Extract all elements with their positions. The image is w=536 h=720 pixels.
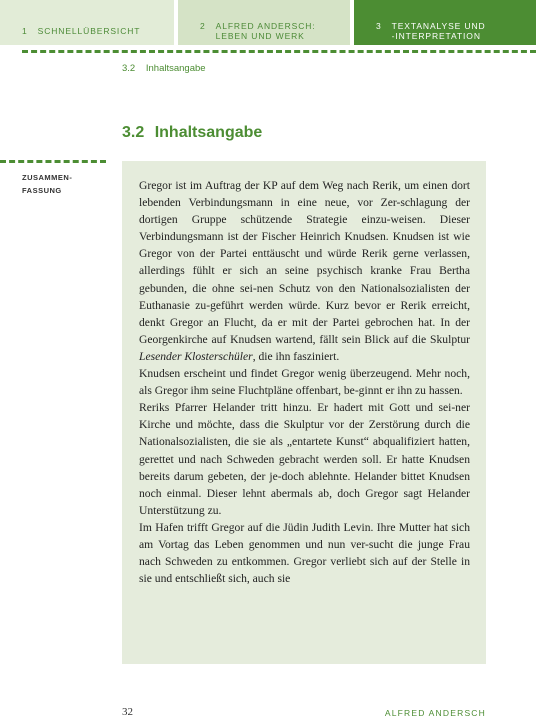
tab-number: 1	[22, 26, 28, 36]
section-title: Inhaltsangabe	[154, 124, 263, 141]
tab-label-line2: -INTERPRETATION	[391, 31, 481, 41]
margin-note-line2: FASSUNG	[22, 186, 62, 195]
tab-number: 3	[376, 21, 382, 31]
tab-label	[216, 21, 316, 41]
tab-label	[392, 21, 486, 41]
tab-label-line1: TEXTANALYSE UND	[391, 21, 486, 31]
breadcrumb-label: Inhaltsangabe	[145, 63, 206, 74]
section-number: 3.2	[122, 124, 145, 141]
paragraph-4: Im Hafen trifft Gregor auf die Jüdin Judith Levin. Ihre Mutter hat sich am Vortag das Leben genommen und nun ver-sucht die junge Frau nach Schweden zu entkommen. Gregor verliebt sich auf der Stelle in sie und entschließt sich, auch sie	[139, 520, 470, 586]
running-footer-author: ALFRED ANDERSCH	[384, 708, 486, 718]
breadcrumb	[122, 63, 206, 74]
breadcrumb-number: 3.2	[122, 63, 136, 74]
tab-label-line1: ALFRED ANDERSCH:	[215, 21, 316, 31]
header-divider	[22, 50, 536, 53]
tab-number: 2	[200, 21, 206, 31]
tab-label-line2: LEBEN UND WERK	[215, 31, 305, 41]
paragraph-3: Reriks Pfarrer Helander tritt hinzu. Er hadert mit Gott und sei-ner Kirche und möchte, dass die Skulptur vor der Zerstörung durch die Nationalsozialisten, die sie als „entartete Kunst“ abqualifiziert hatten, gerettet und nach Schweden gebracht werden soll. Er hatte Knudsen bereits darum gebeten, der je-doch ablehnte. Helander bittet Knudsen noch einmal. Dieser lehnt abermals ab, doch Gregor sagt Helander Unterstützung zu.	[139, 401, 470, 517]
paragraph-1-text: Gregor ist im Auftrag der KP auf dem Weg nach Rerik, um einen dort lebenden Verbindungsmann in eine neue, vor Zer-schlagung der dortigen Gruppe schützende Strategie einzu-weisen. Dieser Verbindungsmann ist der Fischer Heinrich Knudsen. Knudsen ist wie Gregor von der Partei enttäuscht und würde Rerik gerne verlassen, allerdings fühlt er sich an seine psychisch kranke Frau Bertha gebunden, die ohne sei-nen Schutz von den Nationalsozialisten der Euthanasie zu-geführt werden würde. Kurz bevor er Rerik erreicht, denkt Gregor an Flucht, da er mit der Partei gebrochen hat. In der Georgenkirche auf Knudsen wartend, fällt sein Blick auf die Skulptur	[139, 179, 470, 346]
summary-box	[122, 161, 486, 664]
tab-schnelluebersicht[interactable]	[0, 0, 174, 45]
page-number: 32	[122, 706, 133, 718]
paragraph-1-end: , die ihn fasziniert.	[252, 349, 340, 363]
tab-label: SCHNELLÜBERSICHT	[37, 26, 141, 36]
chapter-tabs	[0, 0, 536, 45]
tab-textanalyse[interactable]	[352, 0, 536, 45]
paragraph-2: Knudsen erscheint und findet Gregor wenig überzeugend. Mehr noch, als Gregor ihm seine Fluchtpläne offenbart, be-ginnt er ihn zu hassen.	[139, 367, 470, 398]
margin-divider	[0, 160, 106, 163]
tab-leben-und-werk[interactable]	[176, 0, 350, 45]
page-title	[122, 124, 262, 142]
paragraph-1	[139, 177, 470, 365]
margin-note	[22, 171, 92, 197]
sculpture-title: Lesender Klosterschüler	[139, 349, 253, 363]
margin-note-line1: ZUSAMMEN-	[22, 173, 73, 182]
